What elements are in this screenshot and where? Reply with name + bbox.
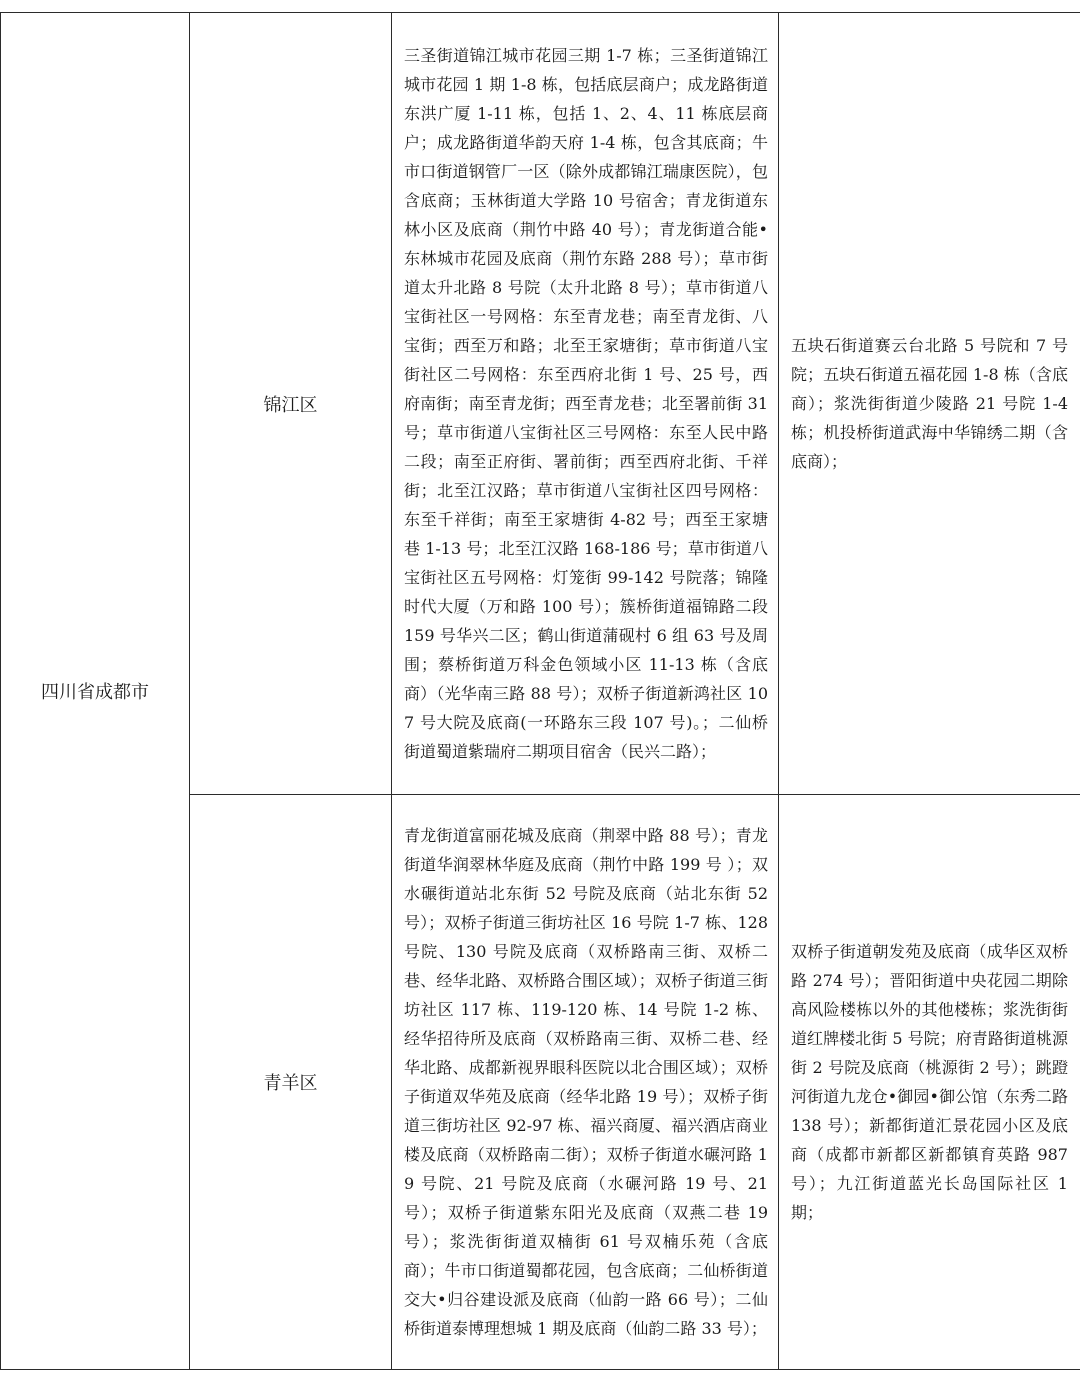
area-list-text: 三圣街道锦江城市花园三期 1-7 栋；三圣街道锦江城市花园 1 期 1-8 栋，包括底层商户；成龙路街道东洪广厦 1-11 栋，包括 1、2、4、11 栋底层商户；成龙路街道华韵天府 1-4 栋，包含其底商；牛市口街道钢管厂一区（除外成都锦江瑞康医院），包含底商；玉林街道大学路 10 号宿舍；青龙街道东林小区及底商（荆竹中路 40 号）；青龙街道合能•东林城市花园及底商（荆竹东路 288 号）；草市街道太升北路 8 号院（太升北路 8 号）；草市街道八宝街社区一号网格：东至青龙巷；南至青龙街、八宝街；西至万和路；北至王家塘街；草市街道八宝街社区二号网格：东至西府北街 1 号、25 号，西府南街；南至青龙街；西至青龙巷；北至署前街 31 号；草市街道八宝街社区三号网格：东至人民中路二段；南至正府街、署前街；西至西府北街、千祥街；北至江汉路；草市街道八宝街社区四号网格：东至千祥街；南至王家塘街 4-82 号；西至王家塘巷 1-13 号；北至江汉路 168-186 号；草市街道八宝街社区五号网格：灯笼街 99-142 号院落；锦隆时代大厦（万和路 100 号）；簇桥街道福锦路二段 159 号华兴二区；鹤山街道蒲砚村 6 组 63 号及周围；蔡桥街道万科金色领域小区 11-13 栋（含底商）（光华南三路 88 号）；双桥子街道新鸿社区 107 号大院及底商(一环路东三段 107 号)。；二仙桥街道蜀道紫瑞府二期项目宿舍（民兴二路）； <box>404 46 768 761</box>
risk-list-text: 双桥子街道朝发苑及底商（成华区双桥路 274 号）；晋阳街道中央花园二期除高风险楼栋以外的其他楼栋；浆洗街街道红牌楼北街 5 号院；府青路街道桃源街 2 号院及底商（桃源街 2 号）；跳蹬河街道九龙仓•御园•御公馆（东秀二路 138 号）；新都街道汇景花园小区及底商（成都市新都区新都镇育英路 987 号）；九江街道蓝光长岛国际社区 1 期； <box>791 942 1068 1222</box>
province-cell <box>1 13 190 1370</box>
table-row-jinjiang <box>1 13 1080 795</box>
area-list-text: 青龙街道富丽花城及底商（荆翠中路 88 号）；青龙街道华润翠林华庭及底商（荆竹中路 199 号 ）；双水碾街道站北东街 52 号院及底商（站北东街 52 号）；双桥子街道三街坊社区 16 号院 1-7 栋、128 号院、130 号院及底商（双桥路南三街、双桥二巷、经华北路、双桥路合围区域）；双桥子街道三街坊社区 117 栋、119-120 栋、14 号院 1-2 栋、经华招待所及底商（双桥路南三街、双桥二巷、经华北路、成都新视界眼科医院以北合围区域）；双桥子街道双华苑及底商（经华北路 19 号）；双桥子街道三街坊社区 92-97 栋、福兴商厦、福兴酒店商业楼及底商（双桥路南二街）；双桥子街道水碾河路 19 号院、21 号院及底商（水碾河路 19 号、21 号）；双桥子街道紫东阳光及底商（双燕二巷 19 号）；浆洗街街道双楠街 61 号双楠乐苑（含底商）；牛市口街道蜀都花园，包含底商；二仙桥街道交大•归谷建设派及底商（仙韵一路 66 号）；二仙桥街道泰博理想城 1 期及底商（仙韵二路 33 号）； <box>404 826 768 1338</box>
area-list-cell <box>392 795 779 1370</box>
risk-list-cell <box>779 13 1080 795</box>
province-label: 四川省成都市 <box>41 682 149 703</box>
risk-list-text: 五块石街道赛云台北路 5 号院和 7 号院；五块石街道五福花园 1-8 栋（含底商）；浆洗街街道少陵路 21 号院 1-4 栋；机投桥街道武海中华锦绣二期（含底商）； <box>791 336 1068 471</box>
district-label: 青羊区 <box>263 1073 318 1094</box>
district-cell <box>190 795 392 1370</box>
district-cell <box>190 13 392 795</box>
district-label: 锦江区 <box>263 394 318 416</box>
area-list-cell <box>392 13 779 795</box>
risk-list-cell <box>779 795 1080 1370</box>
area-table <box>0 12 1080 1370</box>
